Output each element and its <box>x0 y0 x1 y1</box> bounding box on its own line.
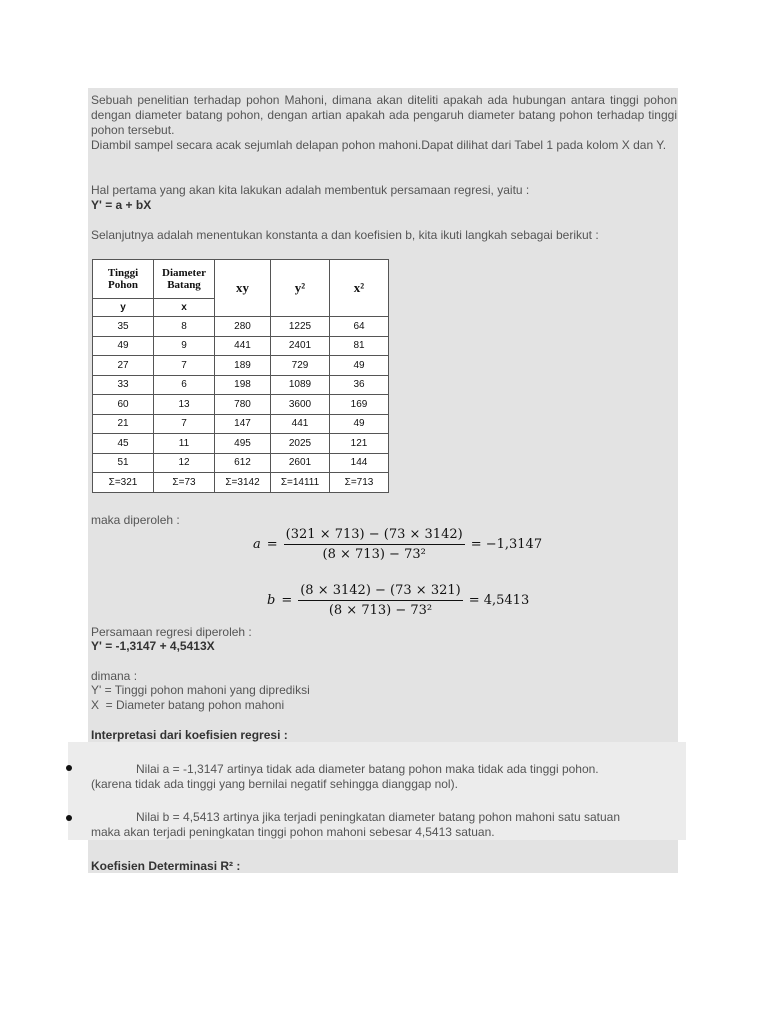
table-cell: 60 <box>93 395 154 415</box>
regression-equation-result: Y' = -1,3147 + 4,5413X <box>91 639 215 653</box>
bullet-icon <box>66 815 72 821</box>
formula-b: b = $\frac{(8 \times 3142) - (73 \times 321)}{\text{(8 × 713) − 73²}}$ = 4,5413 <box>267 583 530 618</box>
formula-a-numerator: (321 × 713) − (73 × 3142) <box>284 527 465 545</box>
table-cell: 7 <box>154 414 215 434</box>
formula-b-denominator: (8 × 713) − 73² <box>328 603 433 618</box>
intro-paragraph-2: Diambil sampel secara acak sejumlah delapan pohon mahoni.Dapat dilihat dari Tabel 1 pada kolom X dan Y. <box>91 138 667 152</box>
subheader-x: x <box>154 299 215 317</box>
header-xy: xy <box>215 260 271 317</box>
total-cell: Σ=713 <box>330 473 389 493</box>
regression-equation-general: Y' = a + bX <box>91 198 152 212</box>
table-cell: 147 <box>215 414 271 434</box>
formula-a-variable: a <box>253 537 261 552</box>
result-label: maka diperoleh : <box>91 513 180 527</box>
table-cell: 1089 <box>271 375 330 395</box>
interpretation-b-line-1: Nilai b = 4,5413 artinya jika terjadi peningkatan diameter batang pohon mahoni satu satuan <box>136 810 620 824</box>
table-totals-row <box>93 473 389 493</box>
table-cell: 21 <box>93 414 154 434</box>
total-cell: Σ=3142 <box>215 473 271 493</box>
table-cell: 2025 <box>271 434 330 454</box>
table-cell: 36 <box>330 375 389 395</box>
table-cell: 51 <box>93 453 154 473</box>
table-cell: 612 <box>215 453 271 473</box>
total-cell: Σ=73 <box>154 473 215 493</box>
table-row <box>93 375 389 395</box>
formula-b-fraction <box>298 583 462 618</box>
header-y2: y² <box>271 260 330 317</box>
intro-paragraph-3: Hal pertama yang akan kita lakukan adalah membentuk persamaan regresi, yaitu : <box>91 183 530 197</box>
table-cell: 2401 <box>271 336 330 356</box>
intro-paragraph-1: Sebuah penelitian terhadap pohon Mahoni, dimana akan diteliti apakah ada hubungan antara tinggi pohon dengan diameter batang pohon, dengan artian apakah ada pengaruh diameter batang pohon terhadap tinggi pohon tersebut. <box>91 93 677 137</box>
table-row <box>93 356 389 376</box>
table-cell: 144 <box>330 453 389 473</box>
header-x2: x² <box>330 260 389 317</box>
table-cell: 12 <box>154 453 215 473</box>
formula-a-denominator: (8 × 713) − 73² <box>322 547 426 562</box>
table-cell: 49 <box>93 336 154 356</box>
header-diameter-batang: Diameter Batang <box>154 260 215 299</box>
table-row <box>93 395 389 415</box>
table-cell: 495 <box>215 434 271 454</box>
table-row <box>93 453 389 473</box>
formula-b-variable: b <box>267 593 276 608</box>
table-cell: 280 <box>215 317 271 337</box>
table-cell: 8 <box>154 317 215 337</box>
table-cell: 729 <box>271 356 330 376</box>
where-x-definition: X = Diameter batang pohon mahoni <box>91 698 285 712</box>
table-cell: 64 <box>330 317 389 337</box>
table-cell: 33 <box>93 375 154 395</box>
table-cell: 198 <box>215 375 271 395</box>
formula-a-fraction <box>284 527 465 562</box>
table-cell: 11 <box>154 434 215 454</box>
table-cell: 121 <box>330 434 389 454</box>
table-row <box>93 414 389 434</box>
table-cell: 35 <box>93 317 154 337</box>
table-cell: 780 <box>215 395 271 415</box>
where-y-definition: Y' = Tinggi pohon mahoni yang diprediksi <box>91 683 310 697</box>
formula-a: a = $\frac{(321 \times 713) - (73 \times 3142)}{\text{(8 × 713) − 73²}}$ = −1,3147 <box>253 527 543 562</box>
header-tinggi-pohon: Tinggi Pohon <box>93 260 154 299</box>
total-cell: Σ=14111 <box>271 473 330 493</box>
determination-title: Koefisien Determinasi R² : <box>91 859 241 873</box>
intro-paragraph-4: Selanjutnya adalah menentukan konstanta a dan koefisien b, kita ikuti langkah sebagai berikut : <box>91 228 599 242</box>
table-cell: 441 <box>271 414 330 434</box>
table-cell: 49 <box>330 414 389 434</box>
table-cell: 49 <box>330 356 389 376</box>
table-cell: 13 <box>154 395 215 415</box>
table-cell: 2601 <box>271 453 330 473</box>
table-cell: 441 <box>215 336 271 356</box>
table-row <box>93 317 389 337</box>
table-cell: 1225 <box>271 317 330 337</box>
table-cell: 27 <box>93 356 154 376</box>
interpretation-a-line-2: (karena tidak ada tinggi yang bernilai negatif sehingga dianggap nol). <box>91 777 458 791</box>
table-cell: 81 <box>330 336 389 356</box>
table-cell: 189 <box>215 356 271 376</box>
regression-result-label: Persamaan regresi diperoleh : <box>91 625 252 639</box>
table-cell: 9 <box>154 336 215 356</box>
formula-b-value: = 4,5413 <box>468 593 530 608</box>
table-cell: 45 <box>93 434 154 454</box>
interpretation-a-line-1: Nilai a = -1,3147 artinya tidak ada diameter batang pohon maka tidak ada tinggi pohon. <box>136 762 599 776</box>
total-cell: Σ=321 <box>93 473 154 493</box>
table-cell: 7 <box>154 356 215 376</box>
interpretation-b-line-2: maka akan terjadi peningkatan tinggi pohon mahoni sebesar 4,5413 satuan. <box>91 825 495 839</box>
bullet-icon <box>66 765 72 771</box>
subheader-y: y <box>93 299 154 317</box>
table-cell: 169 <box>330 395 389 415</box>
table-row <box>93 336 389 356</box>
interpretation-title: Interpretasi dari koefisien regresi : <box>91 728 288 742</box>
table-cell: 6 <box>154 375 215 395</box>
where-label: dimana : <box>91 669 138 683</box>
data-table <box>92 259 389 493</box>
formula-b-numerator: (8 × 3142) − (73 × 321) <box>298 583 462 601</box>
formula-a-value: = −1,3147 <box>470 537 543 552</box>
table-row <box>93 434 389 454</box>
table-cell: 3600 <box>271 395 330 415</box>
